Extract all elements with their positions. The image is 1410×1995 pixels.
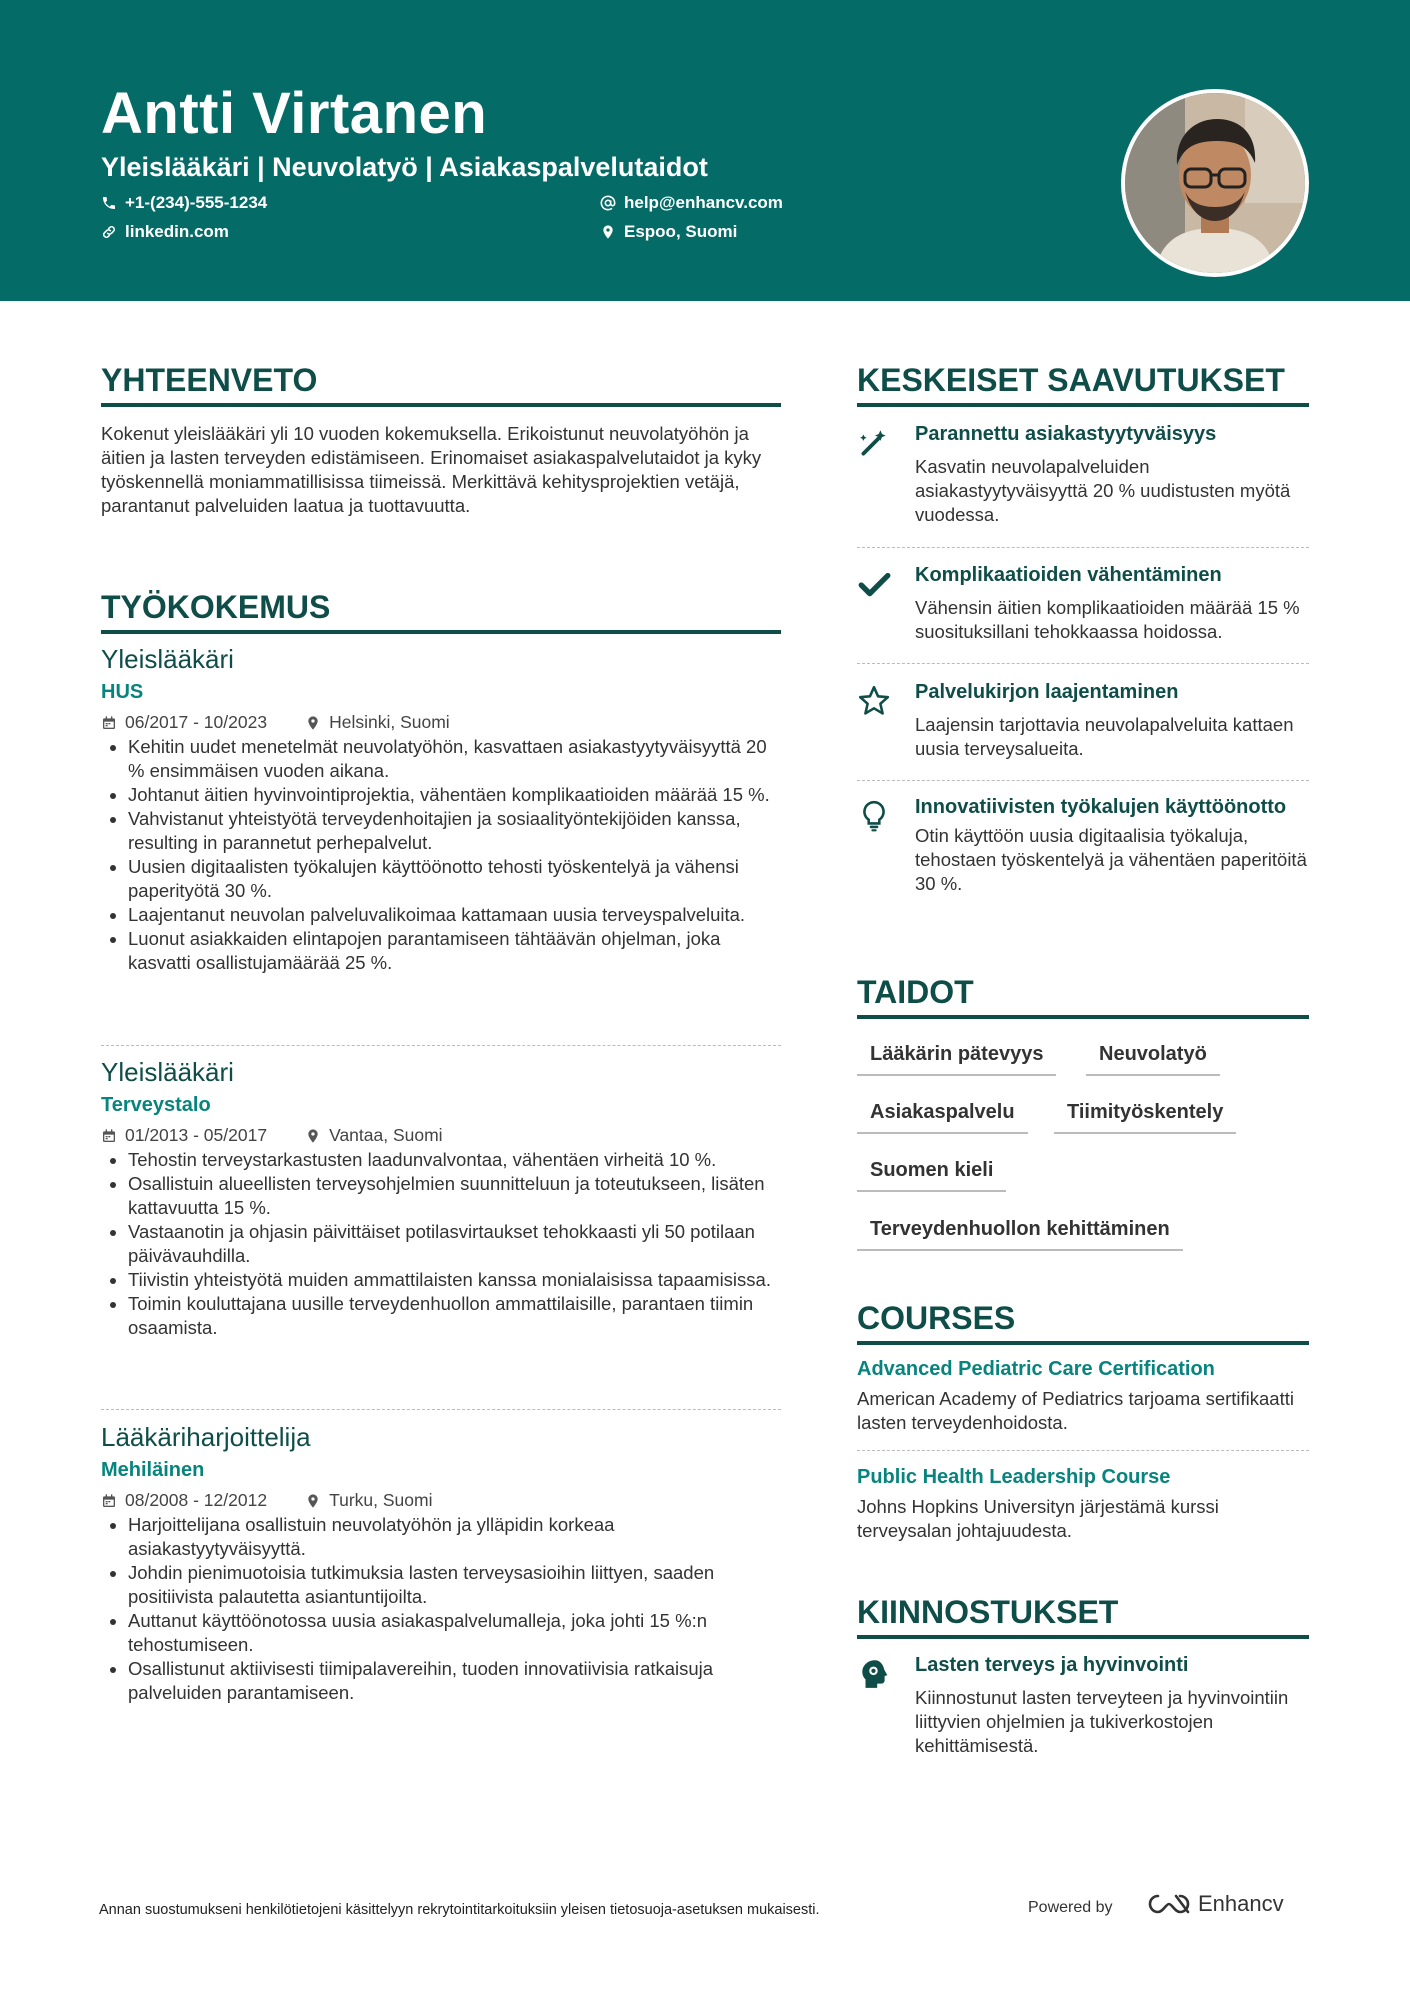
company-name: HUS bbox=[101, 681, 144, 703]
job-entry bbox=[101, 1057, 781, 1340]
location-text: Espoo, Suomi bbox=[624, 222, 738, 241]
job-title: Yleislääkäri bbox=[101, 1057, 234, 1087]
interest-desc: Kiinnostunut lasten terveyteen ja hyvinvointiin liittyvien ohjelmien ja tukiverkostojen kehittämisestä. bbox=[915, 1687, 1289, 1756]
achievement-title: Innovatiivisten työkalujen käyttöönotto bbox=[915, 796, 1287, 818]
summary-text: Kokenut yleislääkäri yli 10 vuoden kokemuksella. Erikoistunut neuvolatyöhön ja äitien ja lasten terveyden edistämiseen. Erinomaiset asiakaspalvelutaidot ja kyky työskennellä moniammatillisissa tiimeissä. Merkittävä kehitysprojektien vetäjä, parantanut palveluiden laatua ja tuottavuutta. bbox=[101, 423, 762, 516]
headline: Yleislääkäri | Neuvolatyö | Asiakaspalvelutaidot bbox=[101, 152, 708, 182]
skill-tag: Neuvolatyö bbox=[1086, 1043, 1220, 1076]
job-bullets bbox=[101, 735, 781, 975]
location-pin-icon bbox=[305, 1128, 321, 1144]
bullet-item: • Osallistuin alueellisten terveysohjelmien suunnitteluun ja toteutukseen, lisäten kattavuutta 15 %. bbox=[128, 1172, 781, 1220]
divider bbox=[857, 780, 1309, 781]
course-desc: American Academy of Pediatrics tarjoama sertifikaatti lasten terveydenhoidosta. bbox=[857, 1388, 1294, 1433]
company-name: Terveystalo bbox=[101, 1094, 211, 1116]
job-dates: 01/2013 - 05/2017 bbox=[125, 1125, 268, 1145]
interests-heading: KIINNOSTUKSET bbox=[857, 1594, 1309, 1639]
phone-text[interactable]: +1-(234)-555-1234 bbox=[125, 193, 268, 212]
profile-photo bbox=[1121, 89, 1309, 277]
location-pin-icon bbox=[600, 224, 616, 240]
link-icon bbox=[101, 224, 117, 240]
divider bbox=[857, 547, 1309, 548]
bullet-item: • Johtanut äitien hyvinvointiprojektia, vähentäen komplikaatioiden määrää 15 %. bbox=[128, 783, 781, 807]
bullet-item: • Harjoittelijana osallistuin neuvolatyöhön ja ylläpidin korkeaa asiakastyytyväisyyttä. bbox=[128, 1513, 781, 1561]
brand-name: Enhancv bbox=[1198, 1891, 1284, 1916]
skill-tag: Lääkärin pätevyys bbox=[857, 1043, 1056, 1076]
bullet-item: • Osallistunut aktiivisesti tiimipalavereihin, tuoden innovatiivisia ratkaisuja palveluiden parantamiseen. bbox=[128, 1657, 781, 1705]
contact-linkedin bbox=[101, 222, 229, 242]
at-icon bbox=[600, 195, 616, 211]
course-title: Advanced Pediatric Care Certification bbox=[857, 1358, 1215, 1380]
achievement-item bbox=[857, 795, 1309, 896]
bullet-item: • Tehostin terveystarkastusten laadunvalvontaa, vähentäen virheitä 10 %. bbox=[128, 1148, 781, 1172]
job-bullets bbox=[101, 1513, 781, 1705]
star-icon bbox=[857, 684, 891, 718]
job-meta bbox=[101, 1490, 781, 1511]
divider bbox=[101, 1045, 781, 1046]
candidate-name: Antti Virtanen bbox=[101, 81, 488, 146]
job-location: Helsinki, Suomi bbox=[329, 712, 450, 732]
contact-email bbox=[600, 193, 783, 213]
bullet-item: • Auttanut käyttöönotossa uusia asiakaspalvelumalleja, joka johti 15 %:n tehostumiseen. bbox=[128, 1609, 781, 1657]
divider bbox=[857, 663, 1309, 664]
header-banner bbox=[0, 0, 1410, 301]
achievement-title: Komplikaatioiden vähentäminen bbox=[915, 564, 1222, 586]
check-icon bbox=[857, 567, 891, 601]
company-name: Mehiläinen bbox=[101, 1459, 205, 1481]
skill-tag: Suomen kieli bbox=[857, 1159, 1006, 1192]
divider bbox=[101, 1409, 781, 1410]
bullet-item: • Johdin pienimuotoisia tutkimuksia lasten terveysasioihin liittyen, saaden positiivista palautetta asiantuntijoilta. bbox=[128, 1561, 781, 1609]
enhancv-logo-icon bbox=[1146, 1892, 1192, 1916]
skill-tag: Tiimityöskentely bbox=[1054, 1101, 1236, 1134]
wand-icon bbox=[857, 426, 891, 460]
email-text[interactable]: help@enhancv.com bbox=[624, 193, 783, 212]
location-pin-icon bbox=[305, 1493, 321, 1509]
course-item bbox=[857, 1466, 1309, 1543]
skill-tag: Asiakaspalvelu bbox=[857, 1101, 1028, 1134]
calendar-icon bbox=[101, 1128, 117, 1144]
enhancv-logo[interactable] bbox=[1146, 1891, 1284, 1917]
bullet-item: • Vahvistanut yhteistyötä terveydenhoitajien ja sosiaalityöntekijöiden kanssa, resulting in parannetut perhepalvelut. bbox=[128, 807, 781, 855]
contact-phone bbox=[101, 193, 267, 213]
phone-icon bbox=[101, 195, 117, 211]
bullet-item: • Tiivistin yhteistyötä muiden ammattilaisten kanssa monialaisissa tapaamisissa. bbox=[128, 1268, 781, 1292]
bullet-item: • Kehitin uudet menetelmät neuvolatyöhön, kasvattaen asiakastyytyväisyyttä 20 % ensimmäisen vuoden aikana. bbox=[128, 735, 781, 783]
summary-heading: YHTEENVETO bbox=[101, 362, 781, 407]
achievement-desc: Kasvatin neuvolapalveluiden asiakastyytyväisyyttä 20 % uudistusten myötä vuodessa. bbox=[915, 456, 1291, 525]
bullet-item: • Toimin kouluttajana uusille terveydenhuollon ammattilaisille, parantaen tiimin osaamista. bbox=[128, 1292, 781, 1340]
achievement-item bbox=[857, 563, 1309, 644]
achievement-title: Palvelukirjon laajentaminen bbox=[915, 681, 1179, 703]
bullet-item: • Luonut asiakkaiden elintapojen parantamiseen tähtäävän ohjelman, joka kasvatti osallistujamäärää 25 %. bbox=[128, 927, 781, 975]
job-location: Vantaa, Suomi bbox=[329, 1125, 443, 1145]
head-icon bbox=[857, 1657, 891, 1691]
bullet-item: • Vastaanotin ja ohjasin päivittäiset potilasvirtaukset tehokkaasti yli 50 potilaan päivävauhdilla. bbox=[128, 1220, 781, 1268]
achievement-desc: Otin käyttöön uusia digitaalisia työkaluja, tehostaen työskentelyä ja vähentäen paperitöitä 30 %. bbox=[915, 825, 1307, 894]
location-pin-icon bbox=[305, 715, 321, 731]
achievement-item bbox=[857, 422, 1309, 527]
job-dates: 08/2008 - 12/2012 bbox=[125, 1490, 268, 1510]
job-title: Lääkäriharjoittelija bbox=[101, 1422, 311, 1452]
job-location: Turku, Suomi bbox=[329, 1490, 433, 1510]
calendar-icon bbox=[101, 715, 117, 731]
achievement-desc: Laajensin tarjottavia neuvolapalveluita kattaen uusia terveysalueita. bbox=[915, 714, 1294, 759]
achievement-desc: Vähensin äitien komplikaatioiden määrää 15 % suosituksillani tehokkaassa hoidossa. bbox=[915, 597, 1300, 642]
achievements-heading: KESKEISET SAAVUTUKSET bbox=[857, 362, 1309, 407]
job-entry bbox=[101, 1422, 781, 1705]
skills-heading: TAIDOT bbox=[857, 974, 1309, 1019]
job-meta bbox=[101, 1125, 781, 1146]
powered-by-label: Powered by bbox=[1028, 1899, 1113, 1916]
interest-item bbox=[857, 1653, 1309, 1758]
job-entry bbox=[101, 644, 781, 975]
experience-heading: TYÖKOKEMUS bbox=[101, 589, 781, 634]
job-meta bbox=[101, 712, 781, 733]
bullet-item: • Laajentanut neuvolan palveluvalikoimaa kattamaan uusia terveyspalveluita. bbox=[128, 903, 781, 927]
job-title: Yleislääkäri bbox=[101, 644, 234, 674]
bullet-item: • Uusien digitaalisten työkalujen käyttöönotto tehosti työskentelyä ja vähensi paperityötä 30 %. bbox=[128, 855, 781, 903]
linkedin-text[interactable]: linkedin.com bbox=[125, 222, 229, 241]
job-dates: 06/2017 - 10/2023 bbox=[125, 712, 268, 732]
skill-tag: Terveydenhuollon kehittäminen bbox=[857, 1218, 1183, 1251]
lightbulb-icon bbox=[857, 799, 891, 833]
achievement-title: Parannettu asiakastyytyväisyys bbox=[915, 423, 1217, 445]
achievement-item bbox=[857, 680, 1309, 761]
courses-heading: COURSES bbox=[857, 1300, 1309, 1345]
contact-location bbox=[600, 222, 737, 242]
calendar-icon bbox=[101, 1493, 117, 1509]
course-desc: Johns Hopkins Universityn järjestämä kurssi terveysalan johtajuudesta. bbox=[857, 1496, 1219, 1541]
job-bullets bbox=[101, 1148, 781, 1340]
divider bbox=[857, 1450, 1309, 1451]
consent-note: Annan suostumukseni henkilötietojeni käsittelyyn rekrytointitarkoituksiin yleisen tietosuoja-asetuksen mukaisesti. bbox=[99, 1902, 820, 1918]
course-title: Public Health Leadership Course bbox=[857, 1466, 1171, 1488]
course-item bbox=[857, 1358, 1309, 1435]
interest-title: Lasten terveys ja hyvinvointi bbox=[915, 1654, 1189, 1676]
